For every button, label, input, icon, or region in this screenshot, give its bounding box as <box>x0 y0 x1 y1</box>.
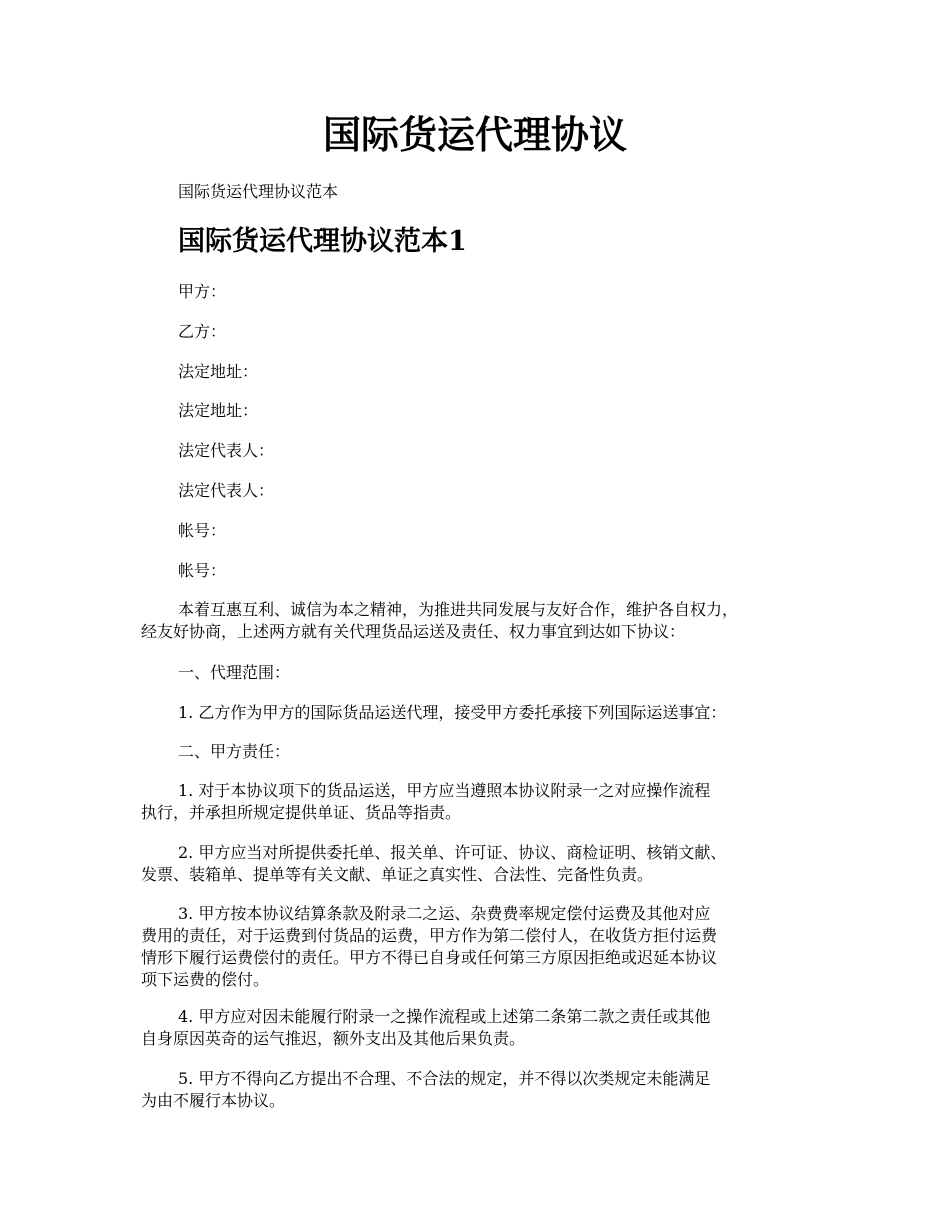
document-subtitle: 国际货运代理协议范本 <box>178 182 339 201</box>
account-number-field: 帐号： <box>178 521 227 540</box>
section-heading: 国际货运代理协议范本1 <box>178 226 467 257</box>
account-number-field: 帐号： <box>178 561 227 580</box>
section-1-item-1: 1. 乙方作为甲方的国际货品运送代理，接受甲方委托承接下列国际运送事宜： <box>178 703 727 722</box>
party-a-field: 甲方： <box>178 282 227 301</box>
section-2-item-1: 1. 对于本协议项下的货品运送，甲方应当遵照本协议附录一之对应操作流程 执行，并承担所规定提供单证、货品等指责。 <box>141 781 711 822</box>
legal-representative-field: 法定代表人： <box>178 481 275 500</box>
section-2-item-5: 5. 甲方不得向乙方提出不合理、不合法的规定，并不得以次类规定未能满足 为由不履行本协议。 <box>141 1069 711 1110</box>
section-2-item-2: 2. 甲方应当对所提供委托单、报关单、许可证、协议、商检证明、核销文献、 发票、装箱单、提单等有关文献、单证之真实性、合法性、完备性负责。 <box>141 843 727 884</box>
section-2-title: 二、甲方责任： <box>178 742 291 761</box>
section-2-item-3: 3. 甲方按本协议结算条款及附录二之运、杂费费率规定偿付运费及其他对应 费用的责任，对于运费到付货品的运费，甲方作为第二偿付人，在收货方拒付运费 情形下履行运费偿付的责任。甲方不得已自身或任何第三方原因拒绝或迟延本协议 项下运费的偿付。 <box>141 904 718 989</box>
section-2-item-4: 4. 甲方应对因未能履行附录一之操作流程或上述第二条第二款之责任或其他 自身原因英奇的运气推迟，额外支出及其他后果负责。 <box>141 1007 711 1048</box>
intro-paragraph: 本着互惠互利、诚信为本之精神，为推进共同发展与友好合作，维护各自权力， 经友好协商，上述两方就有关代理货品运送及责任、权力事宜到达如下协议： <box>141 600 739 641</box>
document-title: 国际货运代理协议 <box>322 112 627 157</box>
section-1-title: 一、代理范围： <box>178 663 291 682</box>
legal-representative-field: 法定代表人： <box>178 441 275 460</box>
legal-address-field: 法定地址： <box>178 362 259 381</box>
legal-address-field: 法定地址： <box>178 401 259 420</box>
party-b-field: 乙方： <box>178 322 227 341</box>
